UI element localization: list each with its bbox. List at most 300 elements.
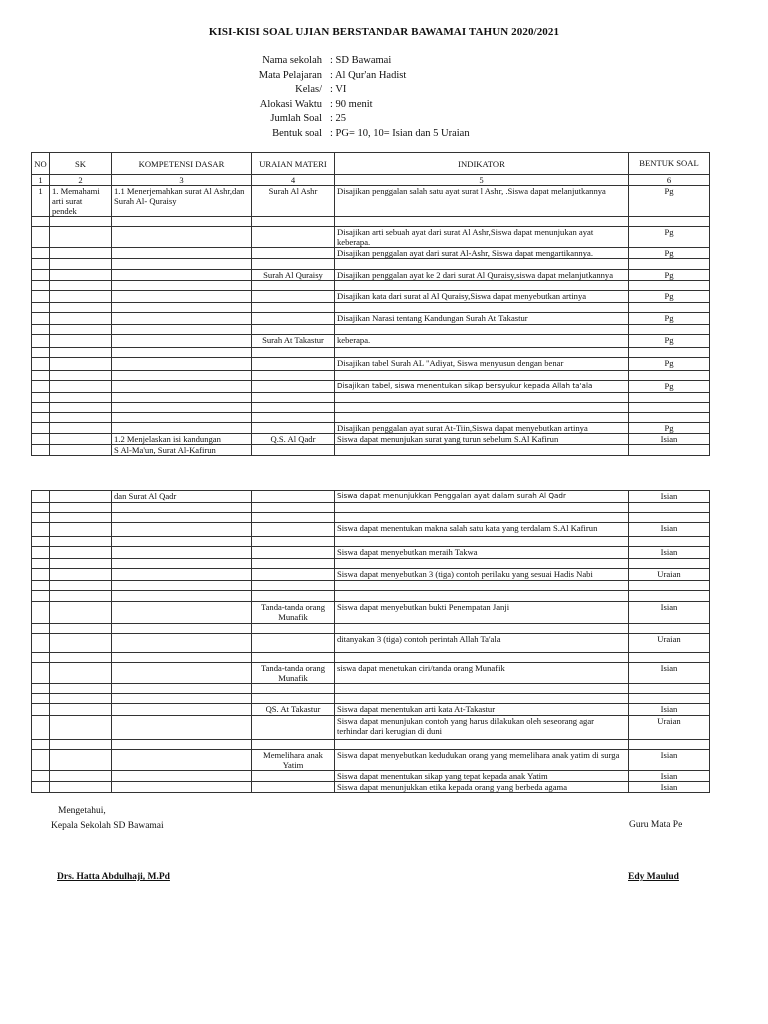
bentuk-cell — [629, 403, 710, 413]
kd-cell — [112, 704, 252, 716]
kd-cell — [112, 716, 252, 740]
indikator-cell — [335, 740, 629, 750]
bentuk-cell: Isian — [629, 491, 710, 503]
bentuk-cell — [629, 740, 710, 750]
info-row — [246, 54, 470, 69]
kd-cell — [112, 393, 252, 403]
materi-cell — [252, 740, 335, 750]
kd-cell — [112, 217, 252, 227]
materi-cell — [252, 403, 335, 413]
table-row — [32, 413, 710, 423]
materi-cell — [252, 581, 335, 591]
materi-cell — [252, 547, 335, 559]
row-number — [32, 503, 50, 513]
table-row — [32, 186, 710, 217]
kd-cell — [112, 740, 252, 750]
sk-cell — [50, 523, 112, 537]
row-number — [32, 217, 50, 227]
indikator-cell: Siswa dapat menunjukan contoh yang harus dilakukan oleh seseorang agar terhindar dari kerugian di duni — [335, 716, 629, 740]
bentuk-cell: Uraian — [629, 634, 710, 653]
signature-headmaster-title: Kepala Sekolah SD Bawamai — [51, 821, 164, 831]
indikator-cell: Disajikan arti sebuah ayat dari surat Al Ashr,Siswa dapat menunjukan ayat keberapa. — [335, 227, 629, 248]
indikator-cell — [335, 393, 629, 403]
materi-cell — [252, 445, 335, 456]
bentuk-cell: Pg — [629, 186, 710, 217]
kd-cell — [112, 325, 252, 335]
materi-cell: Surah Al Quraisy — [252, 270, 335, 281]
kd-cell — [112, 348, 252, 358]
table-row — [32, 358, 710, 371]
row-number — [32, 348, 50, 358]
materi-cell: Memelihara anak Yatim — [252, 750, 335, 771]
header-number: 3 — [112, 175, 252, 186]
materi-cell: Tanda-tanda orang Munafik — [252, 663, 335, 684]
bentuk-cell — [629, 217, 710, 227]
table-row — [32, 547, 710, 559]
table-row — [32, 248, 710, 259]
header-indikator: INDIKATOR — [335, 153, 629, 175]
table-row — [32, 270, 710, 281]
sk-cell — [50, 303, 112, 313]
indikator-cell: Siswa dapat menyebutkan meraih Takwa — [335, 547, 629, 559]
sk-cell — [50, 653, 112, 663]
header-number-row — [32, 175, 710, 186]
table-row — [32, 581, 710, 591]
bentuk-cell: Pg — [629, 313, 710, 325]
bentuk-cell: Uraian — [629, 716, 710, 740]
signature-acknowledged: Mengetahui, — [58, 806, 106, 816]
table-row — [32, 602, 710, 624]
row-number — [32, 663, 50, 684]
materi-cell — [252, 716, 335, 740]
kd-cell — [112, 523, 252, 537]
sk-cell — [50, 740, 112, 750]
table-row — [32, 303, 710, 313]
row-number — [32, 313, 50, 325]
sk-cell — [50, 445, 112, 456]
header-no: NO — [32, 153, 50, 175]
sk-cell — [50, 403, 112, 413]
row-number — [32, 259, 50, 270]
info-row — [246, 112, 470, 127]
sk-cell — [50, 413, 112, 423]
indikator-cell — [335, 413, 629, 423]
kd-cell — [112, 684, 252, 694]
table-row — [32, 503, 710, 513]
row-number — [32, 248, 50, 259]
table-row — [32, 291, 710, 303]
kd-cell — [112, 413, 252, 423]
indikator-cell — [335, 445, 629, 456]
kd-cell — [112, 313, 252, 325]
sk-cell — [50, 313, 112, 325]
indikator-cell — [335, 371, 629, 381]
sk-cell — [50, 248, 112, 259]
sk-cell — [50, 270, 112, 281]
indikator-cell: Disajikan penggalan ayat dari surat Al-Ashr, Siswa dapat mengartikannya. — [335, 248, 629, 259]
kd-cell — [112, 694, 252, 704]
bentuk-cell — [629, 445, 710, 456]
materi-cell — [252, 653, 335, 663]
bentuk-cell: Uraian — [629, 569, 710, 581]
header-bentuk: BENTUK SOAL — [629, 153, 710, 175]
sk-cell — [50, 602, 112, 624]
kd-cell — [112, 547, 252, 559]
row-number — [32, 291, 50, 303]
row-number — [32, 581, 50, 591]
table-row — [32, 491, 710, 503]
row-number — [32, 740, 50, 750]
sk-cell: 1. Memahami arti surat pendek — [50, 186, 112, 217]
table-row — [32, 348, 710, 358]
row-number — [32, 716, 50, 740]
info-row — [246, 83, 470, 98]
indikator-cell: Disajikan penggalan ayat surat At-Tiin,Siswa dapat menyebutkan artinya — [335, 423, 629, 434]
bentuk-cell: Pg — [629, 423, 710, 434]
table-row — [32, 684, 710, 694]
kd-cell — [112, 259, 252, 270]
table-row — [32, 569, 710, 581]
kd-cell — [112, 423, 252, 434]
table-row — [32, 591, 710, 602]
sk-cell — [50, 581, 112, 591]
row-number — [32, 413, 50, 423]
row-number — [32, 491, 50, 503]
row-number — [32, 325, 50, 335]
bentuk-cell — [629, 653, 710, 663]
sk-cell — [50, 503, 112, 513]
info-value: : 25 — [330, 113, 347, 124]
row-number — [32, 281, 50, 291]
table-row — [32, 704, 710, 716]
grid-table-1 — [31, 152, 710, 456]
indikator-cell — [335, 694, 629, 704]
header-number: 6 — [629, 175, 710, 186]
indikator-cell: Siswa dapat menyebutkan 3 (tiga) contoh perilaku yang sesuai Hadis Nabi — [335, 569, 629, 581]
materi-cell — [252, 684, 335, 694]
table-row — [32, 663, 710, 684]
materi-cell — [252, 248, 335, 259]
indikator-cell — [335, 348, 629, 358]
indikator-cell: siswa dapat menetukan ciri/tanda orang Munafik — [335, 663, 629, 684]
row-number — [32, 591, 50, 602]
header-number: 2 — [50, 175, 112, 186]
indikator-cell: Disajikan tabel Surah AL "Adiyat, Siswa menyusun dengan benar — [335, 358, 629, 371]
row-number — [32, 513, 50, 523]
grid-table-2 — [31, 490, 710, 793]
row-number — [32, 434, 50, 445]
materi-cell — [252, 537, 335, 547]
indikator-cell: Disajikan tabel, siswa menentukan sikap bersyukur kepada Allah ta'ala — [335, 381, 629, 393]
sk-cell — [50, 227, 112, 248]
indikator-cell — [335, 559, 629, 569]
kd-cell — [112, 503, 252, 513]
bentuk-cell — [629, 393, 710, 403]
table-row — [32, 217, 710, 227]
table-row — [32, 537, 710, 547]
bentuk-cell — [629, 325, 710, 335]
materi-cell — [252, 325, 335, 335]
table-row — [32, 434, 710, 445]
row-number — [32, 569, 50, 581]
sk-cell — [50, 325, 112, 335]
row-number — [32, 371, 50, 381]
kd-cell — [112, 750, 252, 771]
materi-cell: Q.S. Al Qadr — [252, 434, 335, 445]
indikator-cell: Siswa dapat menentukan arti kata At-Takastur — [335, 704, 629, 716]
info-value: : SD Bawamai — [330, 55, 392, 66]
sk-cell — [50, 750, 112, 771]
materi-cell: Surah At Takastur — [252, 335, 335, 348]
bentuk-cell — [629, 624, 710, 634]
kd-cell — [112, 634, 252, 653]
kd-cell — [112, 624, 252, 634]
bentuk-cell: Pg — [629, 381, 710, 393]
materi-cell — [252, 423, 335, 434]
indikator-cell: Siswa dapat menunjukkan Penggalan ayat dalam surah Al Qadr — [335, 491, 629, 503]
bentuk-cell: Isian — [629, 782, 710, 793]
row-number — [32, 559, 50, 569]
kd-cell — [112, 248, 252, 259]
kd-cell — [112, 513, 252, 523]
indikator-cell — [335, 581, 629, 591]
indikator-cell: Disajikan Narasi tentang Kandungan Surah At Takastur — [335, 313, 629, 325]
row-number: 1 — [32, 186, 50, 217]
indikator-cell: Siswa dapat menentukan sikap yang tepat kepada anak Yatim — [335, 771, 629, 782]
bentuk-cell: Isian — [629, 750, 710, 771]
table-row — [32, 335, 710, 348]
info-label: Kelas/ — [295, 84, 322, 95]
indikator-cell: Siswa dapat menunjukkan etika kepada orang yang berbeda agama — [335, 782, 629, 793]
materi-cell — [252, 591, 335, 602]
indikator-cell: ditanyakan 3 (tiga) contoh perintah Allah Ta'ala — [335, 634, 629, 653]
materi-cell — [252, 523, 335, 537]
bentuk-cell — [629, 694, 710, 704]
indikator-cell — [335, 653, 629, 663]
indikator-cell — [335, 513, 629, 523]
table-row — [32, 281, 710, 291]
sk-cell — [50, 624, 112, 634]
sk-cell — [50, 694, 112, 704]
kd-cell — [112, 653, 252, 663]
row-number — [32, 303, 50, 313]
bentuk-cell — [629, 581, 710, 591]
signature-teacher-title: Guru Mata Pe — [629, 820, 683, 830]
bentuk-cell: Pg — [629, 248, 710, 259]
kd-cell — [112, 537, 252, 547]
sk-cell — [50, 537, 112, 547]
header-number: 5 — [335, 175, 629, 186]
bentuk-cell — [629, 513, 710, 523]
materi-cell — [252, 491, 335, 503]
indikator-cell: Disajikan kata dari surat al Al Quraisy,Siswa dapat menyebutkan artinya — [335, 291, 629, 303]
kd-cell — [112, 569, 252, 581]
indikator-cell — [335, 403, 629, 413]
kd-cell — [112, 291, 252, 303]
row-number — [32, 602, 50, 624]
materi-cell — [252, 227, 335, 248]
sk-cell — [50, 259, 112, 270]
sk-cell — [50, 559, 112, 569]
table-row — [32, 750, 710, 771]
table-row — [32, 513, 710, 523]
table-row — [32, 782, 710, 793]
materi-cell — [252, 281, 335, 291]
bentuk-cell — [629, 259, 710, 270]
materi-cell — [252, 513, 335, 523]
bentuk-cell: Isian — [629, 523, 710, 537]
sk-cell — [50, 281, 112, 291]
kd-cell — [112, 227, 252, 248]
materi-cell — [252, 348, 335, 358]
sk-cell — [50, 591, 112, 602]
table-row — [32, 653, 710, 663]
materi-cell — [252, 313, 335, 325]
info-value: : 90 menit — [330, 98, 373, 110]
table-row — [32, 740, 710, 750]
materi-cell — [252, 694, 335, 704]
table-row — [32, 423, 710, 434]
bentuk-cell: Pg — [629, 270, 710, 281]
table-row — [32, 313, 710, 325]
bentuk-cell: Isian — [629, 547, 710, 559]
row-number — [32, 270, 50, 281]
sk-cell — [50, 771, 112, 782]
row-number — [32, 335, 50, 348]
materi-cell — [252, 393, 335, 403]
sk-cell — [50, 684, 112, 694]
bentuk-cell — [629, 591, 710, 602]
materi-cell — [252, 559, 335, 569]
bentuk-cell: Isian — [629, 434, 710, 445]
sk-cell — [50, 348, 112, 358]
info-label: Mata Pelajaran — [258, 69, 322, 81]
indikator-cell — [335, 591, 629, 602]
row-number — [32, 227, 50, 248]
sk-cell — [50, 491, 112, 503]
row-number — [32, 694, 50, 704]
sk-cell — [50, 434, 112, 445]
kd-cell — [112, 663, 252, 684]
bentuk-cell — [629, 281, 710, 291]
indikator-cell — [335, 259, 629, 270]
info-label: Jumlah Soal — [270, 113, 322, 124]
row-number — [32, 684, 50, 694]
materi-cell — [252, 381, 335, 393]
materi-cell — [252, 634, 335, 653]
table-row — [32, 771, 710, 782]
indikator-cell: Siswa dapat menunjukan surat yang turun sebelum S.Al Kafirun — [335, 434, 629, 445]
sk-cell — [50, 663, 112, 684]
row-number — [32, 358, 50, 371]
sk-cell — [50, 381, 112, 393]
table-row — [32, 381, 710, 393]
kd-cell: S Al-Ma'un, Surat Al-Kafirun — [112, 445, 252, 456]
kd-cell — [112, 559, 252, 569]
indikator-cell — [335, 684, 629, 694]
sk-cell — [50, 569, 112, 581]
info-label: Nama sekolah — [262, 55, 322, 66]
kd-cell — [112, 381, 252, 393]
table-row — [32, 694, 710, 704]
table-row — [32, 227, 710, 248]
table-row — [32, 393, 710, 403]
bentuk-cell — [629, 371, 710, 381]
row-number — [32, 381, 50, 393]
materi-cell — [252, 782, 335, 793]
info-label: Bentuk soal — [272, 127, 322, 139]
kd-cell — [112, 602, 252, 624]
materi-cell — [252, 771, 335, 782]
table-row — [32, 716, 710, 740]
bentuk-cell — [629, 684, 710, 694]
materi-cell — [252, 569, 335, 581]
sk-cell — [50, 393, 112, 403]
row-number — [32, 750, 50, 771]
header-materi: URAIAN MATERI — [252, 153, 335, 175]
document-title: KISI-KISI SOAL UJIAN BERSTANDAR BAWAMAI TAHUN 2020/2021 — [208, 26, 560, 38]
materi-cell — [252, 503, 335, 513]
bentuk-cell: Pg — [629, 335, 710, 348]
kd-cell — [112, 782, 252, 793]
indikator-cell: Siswa dapat menentukan makna salah satu kata yang terdalam S.Al Kafirun — [335, 523, 629, 537]
sk-cell — [50, 547, 112, 559]
info-row — [246, 69, 470, 84]
bentuk-cell — [629, 348, 710, 358]
kd-cell — [112, 581, 252, 591]
indikator-cell — [335, 537, 629, 547]
row-number — [32, 403, 50, 413]
materi-cell — [252, 217, 335, 227]
sk-cell — [50, 716, 112, 740]
info-label: Alokasi Waktu — [259, 98, 322, 110]
materi-cell: Tanda-tanda orang Munafik — [252, 602, 335, 624]
indikator-cell: Siswa dapat menyebutkan bukti Penempatan Janji — [335, 602, 629, 624]
indikator-cell — [335, 281, 629, 291]
sk-cell — [50, 291, 112, 303]
header-number: 4 — [252, 175, 335, 186]
sk-cell — [50, 782, 112, 793]
row-number — [32, 653, 50, 663]
row-number — [32, 537, 50, 547]
row-number — [32, 704, 50, 716]
kd-cell — [112, 358, 252, 371]
materi-cell — [252, 624, 335, 634]
bentuk-cell: Isian — [629, 663, 710, 684]
bentuk-cell: Pg — [629, 358, 710, 371]
row-number — [32, 393, 50, 403]
row-number — [32, 423, 50, 434]
materi-cell — [252, 371, 335, 381]
sk-cell — [50, 217, 112, 227]
row-number — [32, 782, 50, 793]
indikator-cell: keberapa. — [335, 335, 629, 348]
materi-cell — [252, 259, 335, 270]
kd-cell — [112, 591, 252, 602]
kd-cell — [112, 270, 252, 281]
indikator-cell — [335, 503, 629, 513]
sk-cell — [50, 423, 112, 434]
indikator-cell: Disajikan penggalan ayat ke 2 dari surat Al Quraisy,siswa dapat melanjutkannya — [335, 270, 629, 281]
kd-cell: dan Surat Al Qadr — [112, 491, 252, 503]
bentuk-cell: Isian — [629, 771, 710, 782]
info-value: : Al Qur'an Hadist — [330, 69, 407, 81]
table-row — [32, 634, 710, 653]
signature-teacher-name: Edy Maulud — [628, 872, 679, 882]
table-row — [32, 371, 710, 381]
sk-cell — [50, 513, 112, 523]
materi-cell: Surah Al Ashr — [252, 186, 335, 217]
